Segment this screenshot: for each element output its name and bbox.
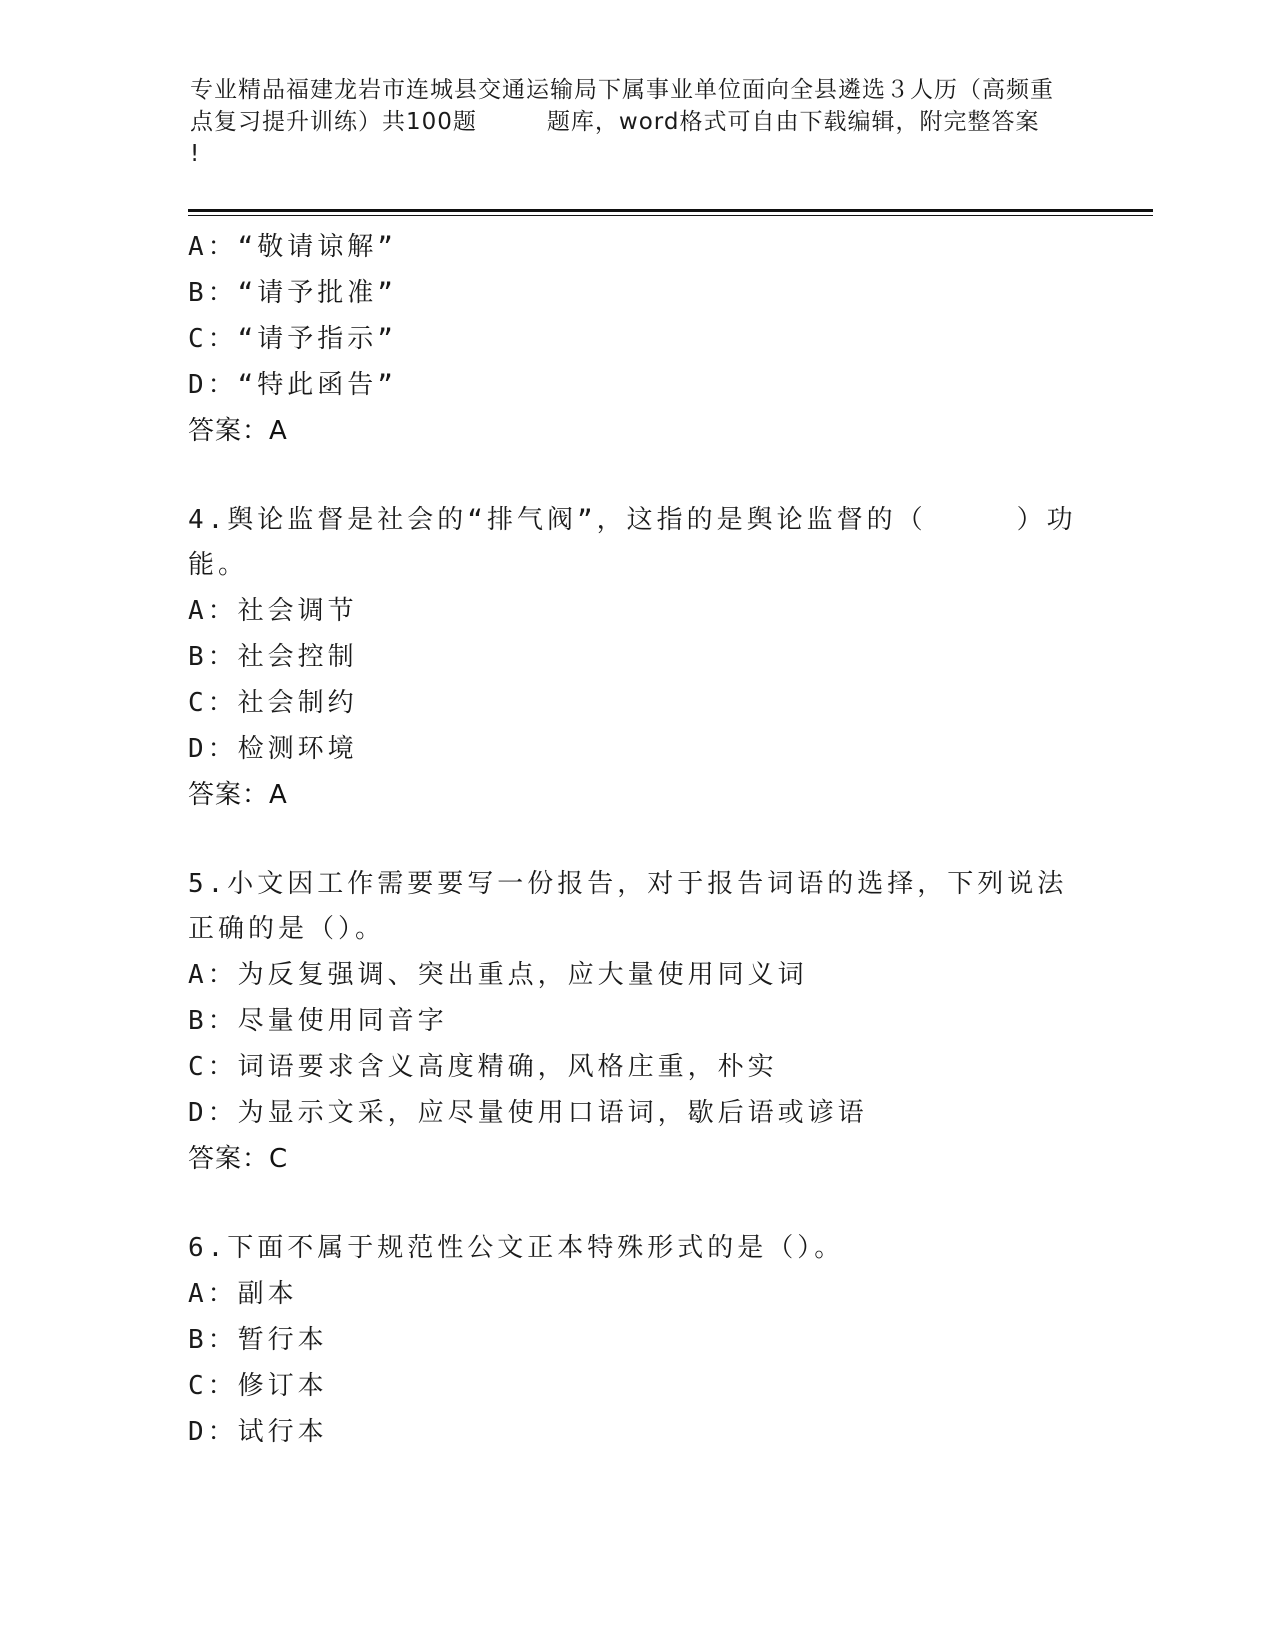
question-4-option-a: A：社会调节	[188, 596, 358, 626]
question-4-option-c: C：社会制约	[188, 688, 358, 718]
question-3-option-c: C：“请予指示”	[188, 324, 397, 354]
question-6-block	[188, 1226, 1088, 1455]
question-4-stem: 4.舆论监督是社会的“排气阀”，这指的是舆论监督的（ ）功能。	[188, 505, 1077, 580]
question-3-answer: 答案：A	[188, 416, 288, 446]
question-5-option-d: D：为显示文采，应尽量使用口语词，歇后语或谚语	[188, 1098, 868, 1128]
question-3-option-d: D：“特此函告”	[188, 370, 397, 400]
question-4-block	[188, 498, 1088, 818]
question-5-block	[188, 862, 1088, 1182]
question-list	[188, 224, 1088, 1455]
question-5-stem: 5.小文因工作需要要写一份报告，对于报告词语的选择，下列说法正确的是（）。	[188, 869, 1068, 944]
question-6-option-c: C：修订本	[188, 1371, 328, 1401]
header-title-line-2	[190, 106, 1090, 138]
question-5-answer: 答案：C	[188, 1144, 289, 1174]
question-6-option-b: B：暂行本	[188, 1325, 328, 1355]
header-divider-thick	[188, 209, 1153, 212]
header-divider-thin	[188, 215, 1153, 216]
question-6-option-a: A：副本	[188, 1279, 298, 1309]
question-4-answer: 答案：A	[188, 780, 288, 810]
question-3-option-a: A：“敬请谅解”	[188, 232, 397, 262]
header-title-line-3: !	[190, 141, 201, 167]
question-4-option-b: B：社会控制	[188, 642, 358, 672]
header-title-line-2-part-2: 题库，word格式可自由下载编辑，附完整答案	[546, 109, 1040, 135]
question-4-option-d: D：检测环境	[188, 734, 358, 764]
question-3-option-b: B：“请予批准”	[188, 278, 397, 308]
header-title-line-2-part-1: 点复习提升训练）共100题	[190, 109, 477, 135]
question-5-option-a: A：为反复强调、突出重点，应大量使用同义词	[188, 960, 808, 990]
question-6-option-d: D：试行本	[188, 1417, 328, 1447]
question-5-option-c: C：词语要求含义高度精确，风格庄重，朴实	[188, 1052, 778, 1082]
question-5-option-b: B：尽量使用同音字	[188, 1006, 448, 1036]
header-title-line-1: 专业精品福建龙岩市连城县交通运输局下属事业单位面向全县遴选３人历（高频重	[190, 77, 1054, 103]
question-3-block	[188, 224, 1088, 454]
document-header	[190, 74, 1090, 170]
question-6-stem: 6.下面不属于规范性公文正本特殊形式的是（）。	[188, 1233, 845, 1263]
